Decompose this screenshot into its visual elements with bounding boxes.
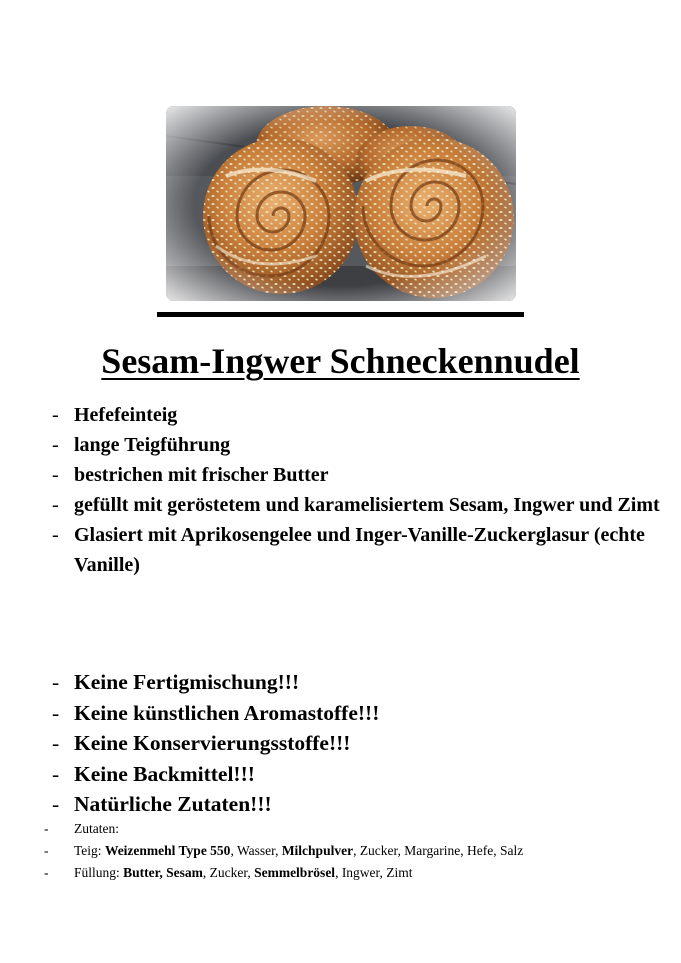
list-item: - bestrichen mit frischer Butter — [52, 464, 329, 486]
list-item: - Keine künstlichen Aromastoffe!!! — [52, 700, 380, 725]
list-item: - gefüllt mit geröstetem und karamelisiertem Sesam, Ingwer und Zimt — [52, 494, 660, 516]
ingredients-list — [44, 818, 674, 884]
ingredients-filling: - Füllung: Butter, Sesam, Zucker, Semmelbrösel, Ingwer, Zimt — [44, 865, 413, 880]
list-item: - Glasiert mit Aprikosengelee und Inger-Vanille-Zuckerglasur (echte Vanille) — [52, 524, 645, 576]
cinnamon-rolls-photo — [166, 106, 516, 301]
claims-list — [52, 667, 662, 820]
page-title: Sesam-Ingwer Schneckennudel — [101, 341, 580, 381]
divider-rule — [157, 312, 524, 317]
list-item: - Keine Backmittel!!! — [52, 761, 255, 786]
list-item: - lange Teigführung — [52, 434, 231, 456]
list-item: - Keine Fertigmischung!!! — [52, 670, 300, 694]
ingredients-heading: - Zutaten: — [44, 821, 119, 836]
list-item: - Keine Konservierungsstoffe!!! — [52, 731, 351, 755]
ingredients-dough: - Teig: Weizenmehl Type 550, Wasser, Milchpulver, Zucker, Margarine, Hefe, Salz — [44, 843, 524, 858]
list-item: - Hefefeinteig — [52, 404, 178, 426]
list-item: - Natürliche Zutaten!!! — [52, 792, 272, 816]
feature-list — [52, 400, 662, 580]
